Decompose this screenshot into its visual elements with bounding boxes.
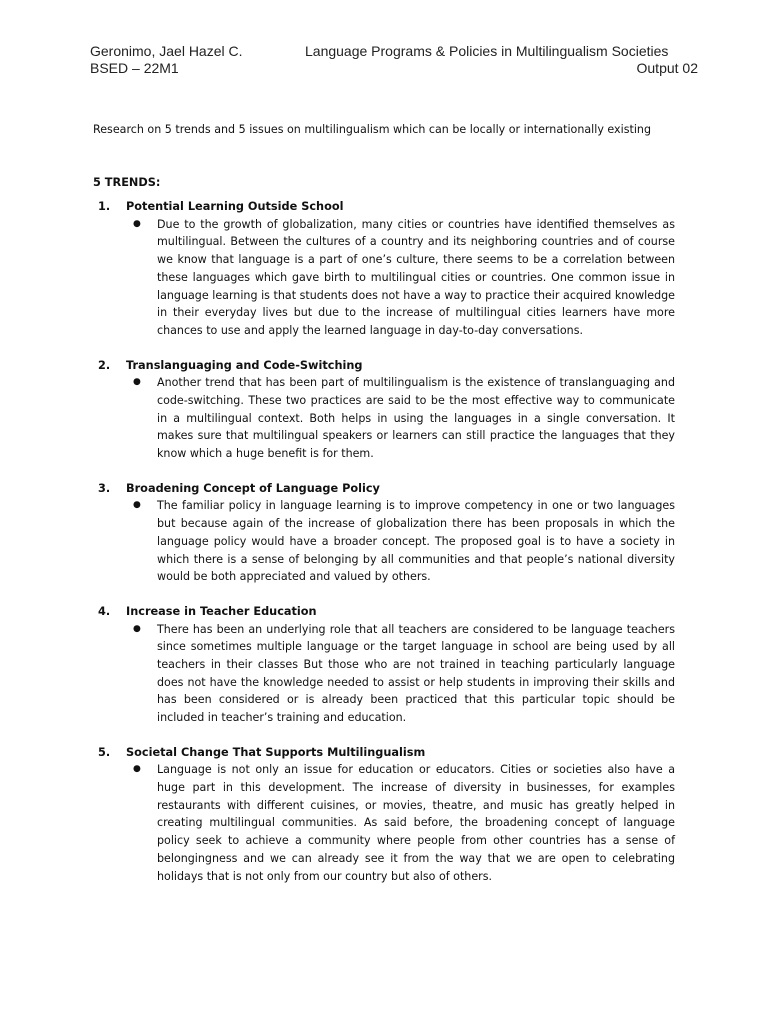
trend-heading [93,198,675,216]
trend-number: 4. [98,604,111,618]
section-title: 5 TRENDS: [93,175,161,189]
trend-title: Societal Change That Supports Multilingualism [126,745,426,759]
trend-heading [93,603,675,621]
bullet-icon: ● [133,764,141,775]
trend-item [93,603,675,727]
trend-number: 3. [98,481,111,495]
trend-bullet [133,621,675,727]
intro-sentence: Research on 5 trends and 5 issues on multilingualism which can be locally or internationally existing [93,123,651,136]
header-row-1 [90,43,698,60]
trend-bullet [133,761,675,885]
trend-bullet [133,374,675,463]
trend-number: 2. [98,358,111,372]
trend-number: 5. [98,745,111,759]
trend-title: Translanguaging and Code-Switching [126,358,363,372]
trend-number: 1. [98,200,111,214]
trend-item [93,480,675,586]
trend-heading [93,744,675,762]
author-name: Geronimo, Jael Hazel C. [90,43,243,59]
trend-title: Increase in Teacher Education [126,604,317,618]
trend-item [93,198,675,340]
trend-item [93,744,675,886]
trend-title: Potential Learning Outside School [126,200,344,214]
trend-item [93,357,675,463]
trend-title: Broadening Concept of Language Policy [126,481,380,495]
document-body [93,121,675,885]
bullet-icon: ● [133,218,141,229]
page-header [90,43,698,77]
trends-list [93,198,675,885]
trend-bullet [133,216,675,340]
trend-description: Due to the growth of globalization, many cities or countries have identified themselves as multilingual. Between the cultures of a country and its neighboring countries and of course we know that language is a part of one’s culture, there seems to be a correlation between these languages which gave birth to multilingual cities or countries. One common issue in language learning is that students does not have a way to practice their acquired knowledge in their everyday lives but due to the increase of multilingual cities learners have more chances to use and apply the learned language in day-to-day conversations. [157,217,675,337]
header-row-2 [90,60,698,77]
trend-description: There has been an underlying role that all teachers are considered to be language teachers since sometimes multiple language or the target language in school are being used by all teachers in their classes But those who are not trained in teaching particularly language does not have the knowledge needed to assist or help students in improving their skills and has been considered or is already been practiced that this particular topic should be included in teacher’s training and education. [157,622,675,725]
trend-description: Another trend that has been part of multilingualism is the existence of translanguaging and code-switching. These two practices are said to be the most effective way to communicate in a multilingual context. Both helps in using the languages in a single conversation. It makes sure that multilingual speakers or learners can still practice the languages that they know which a huge benefit is for them. [157,376,675,461]
course-title: Language Programs & Policies in Multilingualism Societies [305,43,669,59]
trend-bullet [133,497,675,586]
trend-description: Language is not only an issue for education or educators. Cities or societies also have a huge part in this development. The increase of diversity in businesses, for examples restaurants with different cuisines, or movies, theatre, and music has greatly helped in creating multilingual communities. As said before, the broadening concept of language policy seek to achieve a community where people from other countries has a sense of belongingness and we can already see it from the way that we are open to celebrating holidays that is not only from our country but also of others. [157,763,675,883]
class-section: BSED – 22M1 [90,60,179,76]
trend-description: The familiar policy in language learning is to improve competency in one or two languages but because again of the increase of globalization there has been proposals in which the language policy would have a broader concept. The proposed goal is to have a society in which there is a sense of belonging by all communities and that people’s national diversity would be both appreciated and valued by others. [157,499,675,584]
trend-heading [93,357,675,375]
bullet-icon: ● [133,500,141,511]
bullet-icon: ● [133,377,141,388]
trend-heading [93,480,675,498]
output-label: Output 02 [636,60,698,76]
bullet-icon: ● [133,623,141,634]
